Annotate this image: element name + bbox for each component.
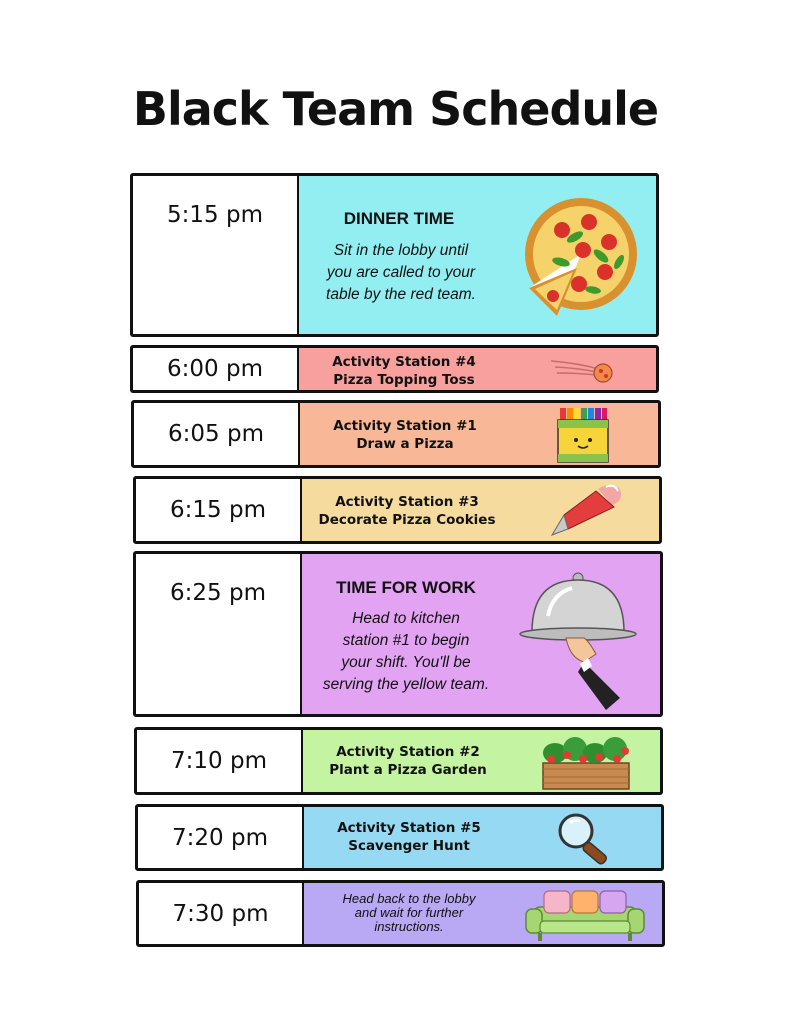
description-line: Head back to the lobby — [342, 891, 476, 906]
activity-title: Activity Station #1 — [333, 418, 477, 434]
activity-panel — [304, 883, 662, 944]
activity-panel — [302, 479, 659, 541]
time-label: 6:15 pm — [136, 479, 302, 541]
activity-description — [304, 892, 514, 934]
serving-cloche-icon — [518, 566, 648, 716]
activity-subtitle: Pizza Topping Toss — [333, 372, 475, 388]
activity-description — [306, 608, 506, 696]
description-line: serving the yellow team. — [322, 676, 490, 693]
tossed-ball-icon — [547, 353, 617, 387]
activity-text — [302, 493, 512, 529]
time-label: 7:20 pm — [138, 807, 304, 868]
description-line: Sit in the lobby until — [333, 242, 469, 259]
activity-heading: DINNER TIME — [343, 209, 455, 228]
activity-subtitle: Plant a Pizza Garden — [329, 762, 487, 778]
activity-panel — [302, 554, 660, 714]
schedule-row-work — [133, 551, 663, 717]
piping-bag-icon — [546, 481, 626, 541]
activity-title: Activity Station #3 — [335, 494, 479, 510]
activity-subtitle: Scavenger Hunt — [348, 838, 470, 854]
time-label: 6:05 pm — [134, 403, 300, 465]
schedule-row-station-3 — [133, 476, 662, 544]
activity-panel — [304, 807, 661, 868]
time-label: 7:10 pm — [137, 730, 303, 792]
activity-title: Activity Station #2 — [336, 744, 480, 760]
description-line: table by the red team. — [326, 286, 476, 303]
schedule-row-station-4 — [130, 345, 659, 393]
activity-text — [304, 819, 514, 855]
pizza-icon — [517, 192, 641, 322]
crayon-box-icon — [556, 406, 610, 464]
garden-planter-icon — [537, 733, 635, 791]
activity-panel — [300, 403, 658, 465]
activity-text — [299, 353, 509, 389]
activity-panel — [299, 176, 656, 334]
schedule-row-station-5 — [135, 804, 664, 871]
page-title: Black Team Schedule — [132, 82, 659, 136]
activity-subtitle: Draw a Pizza — [356, 436, 454, 452]
description-line: Head to kitchen — [352, 610, 460, 627]
time-label: 6:25 pm — [136, 554, 302, 714]
activity-title: Activity Station #4 — [332, 354, 476, 370]
time-label: 5:15 pm — [133, 176, 299, 334]
description-line: you are called to your — [326, 264, 476, 281]
activity-title: Activity Station #5 — [337, 820, 481, 836]
schedule-row-dinner — [130, 173, 659, 337]
activity-heading: TIME FOR WORK — [336, 578, 476, 597]
activity-subtitle: Decorate Pizza Cookies — [318, 512, 496, 528]
magnifying-glass-icon — [554, 811, 620, 869]
activity-text — [303, 743, 513, 779]
activity-panel — [299, 348, 656, 390]
description-line: instructions. — [374, 919, 444, 934]
schedule-row-lobby — [136, 880, 665, 947]
time-label: 6:00 pm — [133, 348, 299, 390]
activity-description — [301, 240, 501, 306]
description-line: and wait for further — [354, 905, 464, 920]
description-line: station #1 to begin — [342, 632, 470, 649]
activity-text — [300, 417, 510, 453]
description-line: your shift. You'll be — [341, 654, 471, 671]
schedule-row-station-2 — [134, 727, 663, 795]
time-label: 7:30 pm — [139, 883, 304, 944]
schedule-row-station-1 — [131, 400, 661, 468]
activity-panel — [303, 730, 660, 792]
couch-icon — [524, 887, 646, 943]
